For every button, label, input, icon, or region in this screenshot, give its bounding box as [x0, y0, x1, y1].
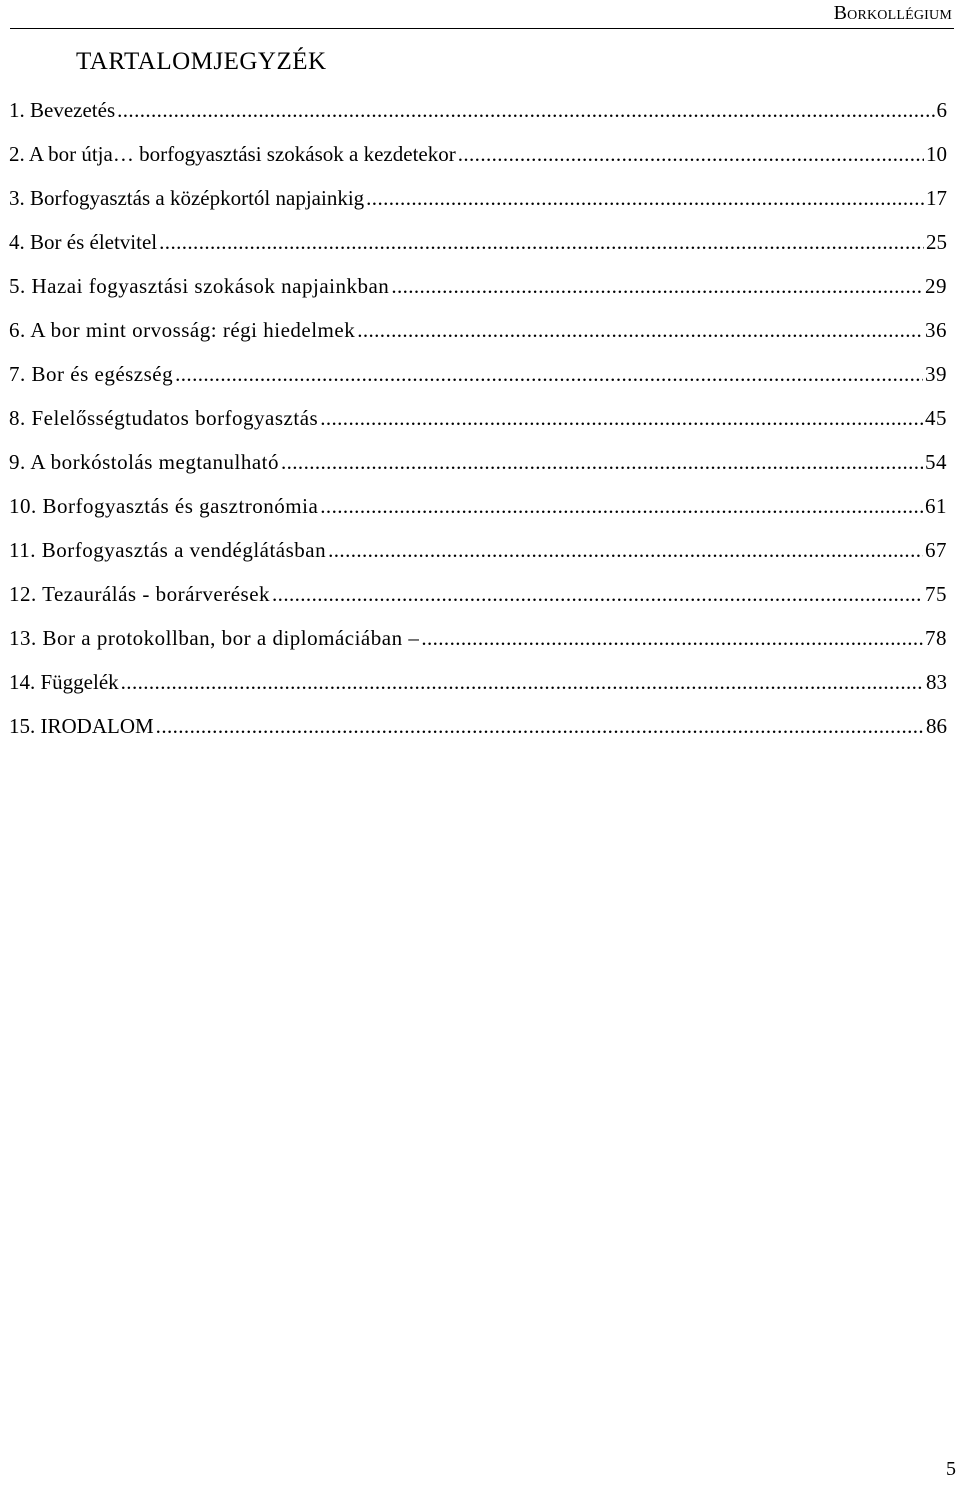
toc-entry-11[interactable]: [9, 528, 947, 572]
toc-entry-label: 9. A borkóstolás megtanulható: [9, 450, 279, 474]
toc-entry-7[interactable]: [9, 352, 947, 396]
toc-entry-15[interactable]: [9, 704, 947, 748]
toc-dot-leader: [117, 88, 934, 132]
toc-entry-2[interactable]: [9, 132, 947, 176]
toc-entry-page: 67: [925, 538, 947, 562]
toc-entry-label: 7. Bor és egészség: [9, 362, 174, 386]
toc-entry-label: 10. Borfogyasztás és gasztronómia: [9, 494, 319, 518]
toc-dot-leader: [159, 220, 924, 264]
toc-dot-leader: [366, 176, 924, 220]
toc-entry-6[interactable]: [9, 308, 947, 352]
toc-entry-page: 39: [925, 362, 947, 386]
toc-dot-leader: [272, 572, 923, 616]
toc-entry-4[interactable]: [9, 220, 947, 264]
toc-entry-page: 10: [926, 142, 947, 166]
toc-entry-5[interactable]: [9, 264, 947, 308]
toc-entry-label: 3. Borfogyasztás a középkortól napjainkig: [9, 186, 365, 210]
toc-entry-page: 78: [925, 626, 947, 650]
table-of-contents: [9, 88, 947, 748]
toc-entry-8[interactable]: [9, 396, 947, 440]
toc-entry-label: 2. A bor útja… borfogyasztási szokások a kezdetekor: [9, 142, 456, 166]
toc-entry-page: 45: [925, 406, 947, 430]
toc-entry-label: 5. Hazai fogyasztási szokások napjainkban: [9, 274, 390, 298]
toc-entry-label: 11. Borfogyasztás a vendéglátásban: [9, 538, 327, 562]
toc-entry-12[interactable]: [9, 572, 947, 616]
toc-entry-label: 6. A bor mint orvosság: régi hiedelmek: [9, 318, 356, 342]
toc-entry-9[interactable]: [9, 440, 947, 484]
toc-entry-13[interactable]: [9, 616, 947, 660]
toc-title: TARTALOMJEGYZÉK: [76, 48, 327, 75]
toc-entry-page: 61: [925, 494, 947, 518]
toc-entry-14[interactable]: [9, 660, 947, 704]
toc-entry-page: 36: [925, 318, 947, 342]
toc-entry-label: 14. Függelék: [9, 670, 119, 694]
toc-entry-page: 75: [925, 582, 947, 606]
toc-dot-leader: [391, 264, 923, 308]
running-header: [10, 0, 954, 29]
toc-entry-10[interactable]: [9, 484, 947, 528]
toc-entry-label: 15. IRODALOM: [9, 714, 154, 738]
toc-dot-leader: [320, 396, 923, 440]
toc-entry-label: 8. Felelősségtudatos borfogyasztás: [9, 406, 319, 430]
toc-dot-leader: [328, 528, 923, 572]
toc-entry-page: 86: [926, 714, 947, 738]
toc-entry-page: 6: [936, 98, 947, 122]
toc-entry-label: 4. Bor és életvitel: [9, 230, 158, 254]
toc-dot-leader: [281, 440, 923, 484]
toc-entry-page: 29: [925, 274, 947, 298]
toc-entry-1[interactable]: [9, 88, 947, 132]
toc-entry-page: 17: [926, 186, 947, 210]
toc-entry-label: 13. Bor a protokollban, bor a diplomáciában –: [9, 626, 420, 650]
toc-entry-page: 54: [925, 450, 947, 474]
toc-dot-leader: [421, 616, 923, 660]
toc-dot-leader: [175, 352, 923, 396]
toc-dot-leader: [320, 484, 923, 528]
toc-dot-leader: [458, 132, 924, 176]
toc-dot-leader: [357, 308, 923, 352]
toc-entry-label: 12. Tezaurálás - borárverések: [9, 582, 271, 606]
toc-dot-leader: [121, 660, 924, 704]
page-number: 5: [946, 1458, 956, 1480]
toc-dot-leader: [156, 704, 924, 748]
toc-entry-3[interactable]: [9, 176, 947, 220]
toc-entry-page: 25: [926, 230, 947, 254]
running-header-title: Borkollégium: [833, 2, 952, 24]
toc-entry-label: 1. Bevezetés: [9, 98, 116, 122]
toc-entry-page: 83: [926, 670, 947, 694]
